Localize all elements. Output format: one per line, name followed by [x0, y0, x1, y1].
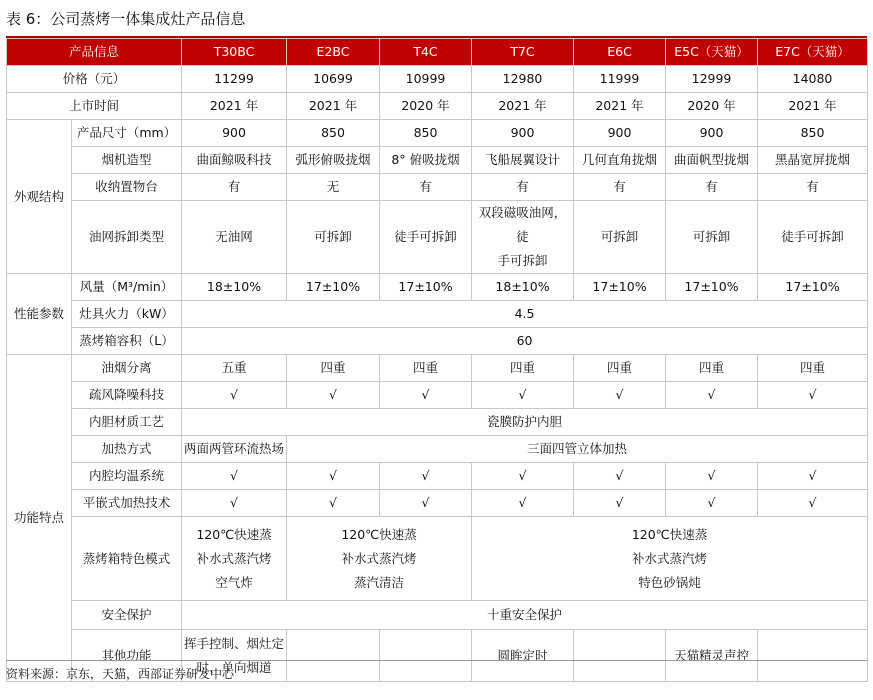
table-cell: 2021 年: [574, 93, 666, 120]
cell-line: 补水式蒸汽烤: [341, 550, 417, 566]
row-label: 安全保护: [72, 601, 182, 630]
table-cell: 几何直角拢烟: [574, 147, 666, 174]
check-mark: √: [574, 490, 666, 517]
section-label-features: 功能特点: [7, 355, 72, 682]
header-cell: E5C（天猫）: [666, 39, 758, 66]
table-cell: 天猫精灵声控: [666, 630, 758, 682]
table-cell: 2020 年: [666, 93, 758, 120]
header-cell: 产品信息: [7, 39, 182, 66]
table-cell: 有: [472, 174, 574, 201]
row-label: 疏风降噪科技: [72, 382, 182, 409]
table-cell: [472, 517, 868, 601]
header-cell: E6C: [574, 39, 666, 66]
header-cell: E2BC: [287, 39, 380, 66]
table-cell: 2021 年: [182, 93, 287, 120]
table-cell: 四重: [574, 355, 666, 382]
header-cell: E7C（天猫）: [758, 39, 868, 66]
table-row: [7, 328, 868, 355]
table-cell: 有: [758, 174, 868, 201]
check-mark: √: [182, 463, 287, 490]
table-cell: 900: [182, 120, 287, 147]
check-mark: √: [574, 463, 666, 490]
header-cell: T30BC: [182, 39, 287, 66]
cell-line: 120℃快速蒸: [196, 526, 272, 542]
table-cell: 850: [758, 120, 868, 147]
table-cell: 17±10%: [287, 274, 380, 301]
check-mark: √: [287, 382, 380, 409]
check-mark: √: [380, 382, 472, 409]
check-mark: √: [666, 382, 758, 409]
table-row: [7, 66, 868, 93]
check-mark: √: [182, 382, 287, 409]
table-cell: [287, 517, 472, 601]
check-mark: √: [472, 463, 574, 490]
table-row: [7, 436, 868, 463]
cell-line: 补水式蒸汽烤: [632, 550, 708, 566]
table-cell: 四重: [287, 355, 380, 382]
cell-line: 手可拆卸: [497, 253, 548, 268]
table-cell: 有: [182, 174, 287, 201]
table-cell: [472, 201, 574, 274]
table-row: [7, 174, 868, 201]
row-label: 内腔均温系统: [72, 463, 182, 490]
check-mark: √: [380, 490, 472, 517]
table-row: [7, 201, 868, 274]
table-row: [7, 301, 868, 328]
table-cell: 17±10%: [758, 274, 868, 301]
section-label-performance: 性能参数: [7, 274, 72, 355]
row-label: 风量（M³/min）: [72, 274, 182, 301]
check-mark: √: [758, 382, 868, 409]
table-cell: 2021 年: [287, 93, 380, 120]
table-cell: 2021 年: [758, 93, 868, 120]
check-mark: √: [666, 490, 758, 517]
table-cell: 瓷膜防护内胆: [182, 409, 868, 436]
table-cell: 弧形俯吸拢烟: [287, 147, 380, 174]
cell-line: 时、单向烟道: [196, 659, 272, 675]
table-cell: 2021 年: [472, 93, 574, 120]
check-mark: √: [472, 490, 574, 517]
table-cell: 有: [380, 174, 472, 201]
table-cell: 11999: [574, 66, 666, 93]
table-cell: 2020 年: [380, 93, 472, 120]
table-row: [7, 147, 868, 174]
table-cell: 曲面鲸吸科技: [182, 147, 287, 174]
cell-line: 双段磁吸油网，徒: [478, 205, 567, 244]
check-mark: √: [758, 490, 868, 517]
table-cell: 四重: [472, 355, 574, 382]
table-cell: 12999: [666, 66, 758, 93]
table-cell: 18±10%: [472, 274, 574, 301]
row-label: 油网拆卸类型: [72, 201, 182, 274]
check-mark: √: [287, 463, 380, 490]
cell-line: 蒸汽清洁: [354, 574, 405, 590]
table-cell: 10699: [287, 66, 380, 93]
table-cell: 12980: [472, 66, 574, 93]
table-row: [7, 355, 868, 382]
row-label: 收纳置物台: [72, 174, 182, 201]
table-row: [7, 274, 868, 301]
cell-line: 特色砂锅炖: [638, 574, 701, 590]
table-cell: 850: [287, 120, 380, 147]
table-cell: 850: [380, 120, 472, 147]
table-cell: 有: [666, 174, 758, 201]
table-cell: 十重安全保护: [182, 601, 868, 630]
table-cell: 14080: [758, 66, 868, 93]
row-label: 灶具火力（kW）: [72, 301, 182, 328]
table-cell: 900: [472, 120, 574, 147]
row-label: 价格（元）: [7, 66, 182, 93]
row-label: 烟机造型: [72, 147, 182, 174]
table-row: [7, 382, 868, 409]
table-cell: 黑晶宽屏拢烟: [758, 147, 868, 174]
source-note: 资料来源：京东，天猫，西部证券研发中心: [6, 660, 867, 683]
section-label-appearance: 外观结构: [7, 120, 72, 274]
table-cell: 飞船展翼设计: [472, 147, 574, 174]
table-cell: 五重: [182, 355, 287, 382]
table-cell: 17±10%: [380, 274, 472, 301]
table-row: [7, 601, 868, 630]
table-cell: 有: [574, 174, 666, 201]
cell-line: 挥手控制、烟灶定: [184, 635, 285, 651]
table-cell: 三面四管立体加热: [287, 436, 868, 463]
table-cell: [182, 517, 287, 601]
product-spec-table: [6, 38, 868, 682]
table-cell: 可拆卸: [574, 201, 666, 274]
table-cell: 17±10%: [666, 274, 758, 301]
table-cell: 无: [287, 174, 380, 201]
row-label: 其他功能: [72, 630, 182, 682]
table-cell: 11299: [182, 66, 287, 93]
table-header-row: [7, 39, 868, 66]
table-cell: 900: [666, 120, 758, 147]
row-label: 加热方式: [72, 436, 182, 463]
row-label: 产品尺寸（mm）: [72, 120, 182, 147]
table-cell: 四重: [758, 355, 868, 382]
check-mark: √: [182, 490, 287, 517]
table-row: [7, 490, 868, 517]
header-cell: T7C: [472, 39, 574, 66]
table-cell: 8° 俯吸拢烟: [380, 147, 472, 174]
table-cell: 可拆卸: [666, 201, 758, 274]
check-mark: √: [287, 490, 380, 517]
row-label: 内胆材质工艺: [72, 409, 182, 436]
table-cell: 60: [182, 328, 868, 355]
table-cell: 无油网: [182, 201, 287, 274]
row-label: 油烟分离: [72, 355, 182, 382]
cell-line: 空气炸: [215, 574, 253, 590]
cell-line: 120℃快速蒸: [631, 526, 708, 542]
row-label: 蒸烤箱特色模式: [72, 517, 182, 601]
check-mark: √: [380, 463, 472, 490]
header-cell: T4C: [380, 39, 472, 66]
table-cell: 900: [574, 120, 666, 147]
cell-line: 120℃快速蒸: [341, 526, 417, 542]
table-cell: 四重: [380, 355, 472, 382]
table-row: [7, 93, 868, 120]
table-cell: 曲面帆型拢烟: [666, 147, 758, 174]
table-row: [7, 463, 868, 490]
table-cell: 18±10%: [182, 274, 287, 301]
table-cell: 4.5: [182, 301, 868, 328]
table-cell: 徒手可拆卸: [380, 201, 472, 274]
row-label: 蒸烤箱容积（L）: [72, 328, 182, 355]
table-cell: 17±10%: [574, 274, 666, 301]
table-row: [7, 409, 868, 436]
table-cell: 10999: [380, 66, 472, 93]
check-mark: √: [758, 463, 868, 490]
table-cell: 可拆卸: [287, 201, 380, 274]
table-cell: 两面两管环流热场: [182, 436, 287, 463]
check-mark: √: [472, 382, 574, 409]
table-row: [7, 517, 868, 601]
table-cell: 徒手可拆卸: [758, 201, 868, 274]
row-label: 上市时间: [7, 93, 182, 120]
table-title: 表 6：公司蒸烤一体集成灶产品信息: [6, 10, 246, 28]
table-cell: 四重: [666, 355, 758, 382]
check-mark: √: [666, 463, 758, 490]
row-label: 平嵌式加热技术: [72, 490, 182, 517]
cell-line: 补水式蒸汽烤: [196, 550, 272, 566]
table-cell: 圆眸定时: [472, 630, 574, 682]
table-row: [7, 120, 868, 147]
check-mark: √: [574, 382, 666, 409]
